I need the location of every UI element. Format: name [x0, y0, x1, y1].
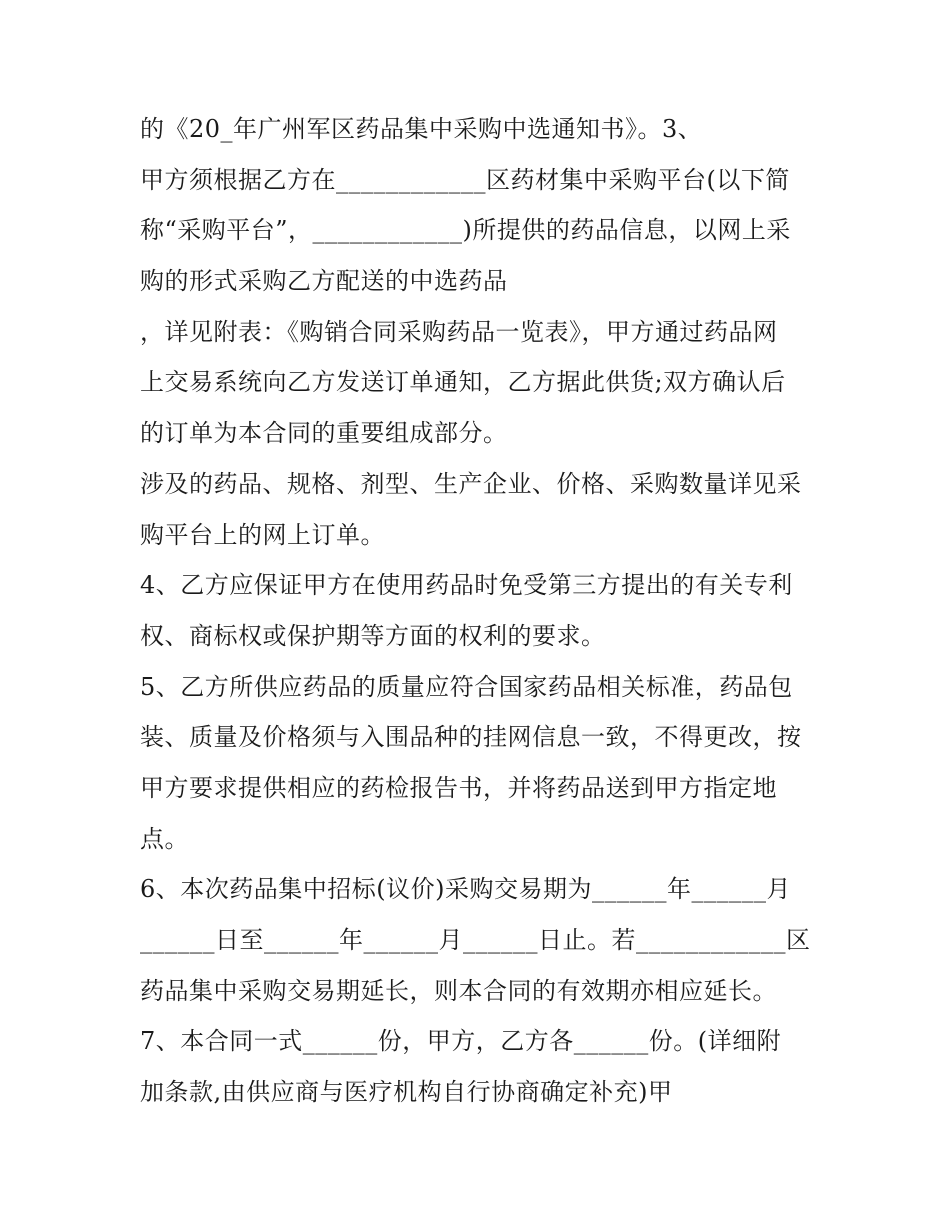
- text-line: 加条款,由供应商与医疗机构自行协商确定补充)甲: [140, 1078, 673, 1107]
- text-line: 购平台上的网上订单。: [140, 520, 385, 549]
- text-line: 购的形式采购乙方配送的中选药品: [140, 267, 508, 296]
- text-line: 装、质量及价格须与入围品种的挂网信息一致，不得更改，按: [140, 723, 802, 752]
- text-line: 7、本合同一式______份，甲方，乙方各______份。(详细附: [140, 1027, 782, 1056]
- text-line: 甲方须根据乙方在____________区药材集中采购平台(以下简: [140, 165, 790, 194]
- text-line: 涉及的药品、规格、剂型、生产企业、价格、采购数量详见采: [140, 469, 802, 498]
- text-line: 点。: [140, 824, 189, 853]
- text-line: 6、本次药品集中招标(议价)采购交易期为______年______月: [140, 875, 791, 904]
- text-line: 药品集中采购交易期延长，则本合同的有效期亦相应延长。: [140, 976, 777, 1005]
- text-line: 甲方要求提供相应的药检报告书，并将药品送到甲方指定地: [140, 773, 777, 802]
- text-line: ，详见附表：《购销合同采购药品一览表》，甲方通过药品网: [140, 317, 778, 346]
- text-line: 4、乙方应保证甲方在使用药品时免受第三方提出的有关专利: [140, 571, 793, 600]
- text-line: 的订单为本合同的重要组成部分。: [140, 419, 508, 448]
- text-line: ______日至______年______月______日止。若____________区: [140, 926, 811, 954]
- text-line: 权、商标权或保护期等方面的权利的要求。: [140, 621, 606, 650]
- text-line: 5、乙方所供应药品的质量应符合国家药品相关标准，药品包: [140, 672, 793, 701]
- text-line: 上交易系统向乙方发送订单通知，乙方据此供货;双方确认后: [140, 368, 786, 397]
- text-line: 称“采购平台”，____________)所提供的药品信息，以网上采: [140, 216, 791, 245]
- contract-text: [140, 104, 820, 1118]
- text-line: 的《20_年广州军区药品集中采购中选通知书》。3、: [140, 115, 703, 143]
